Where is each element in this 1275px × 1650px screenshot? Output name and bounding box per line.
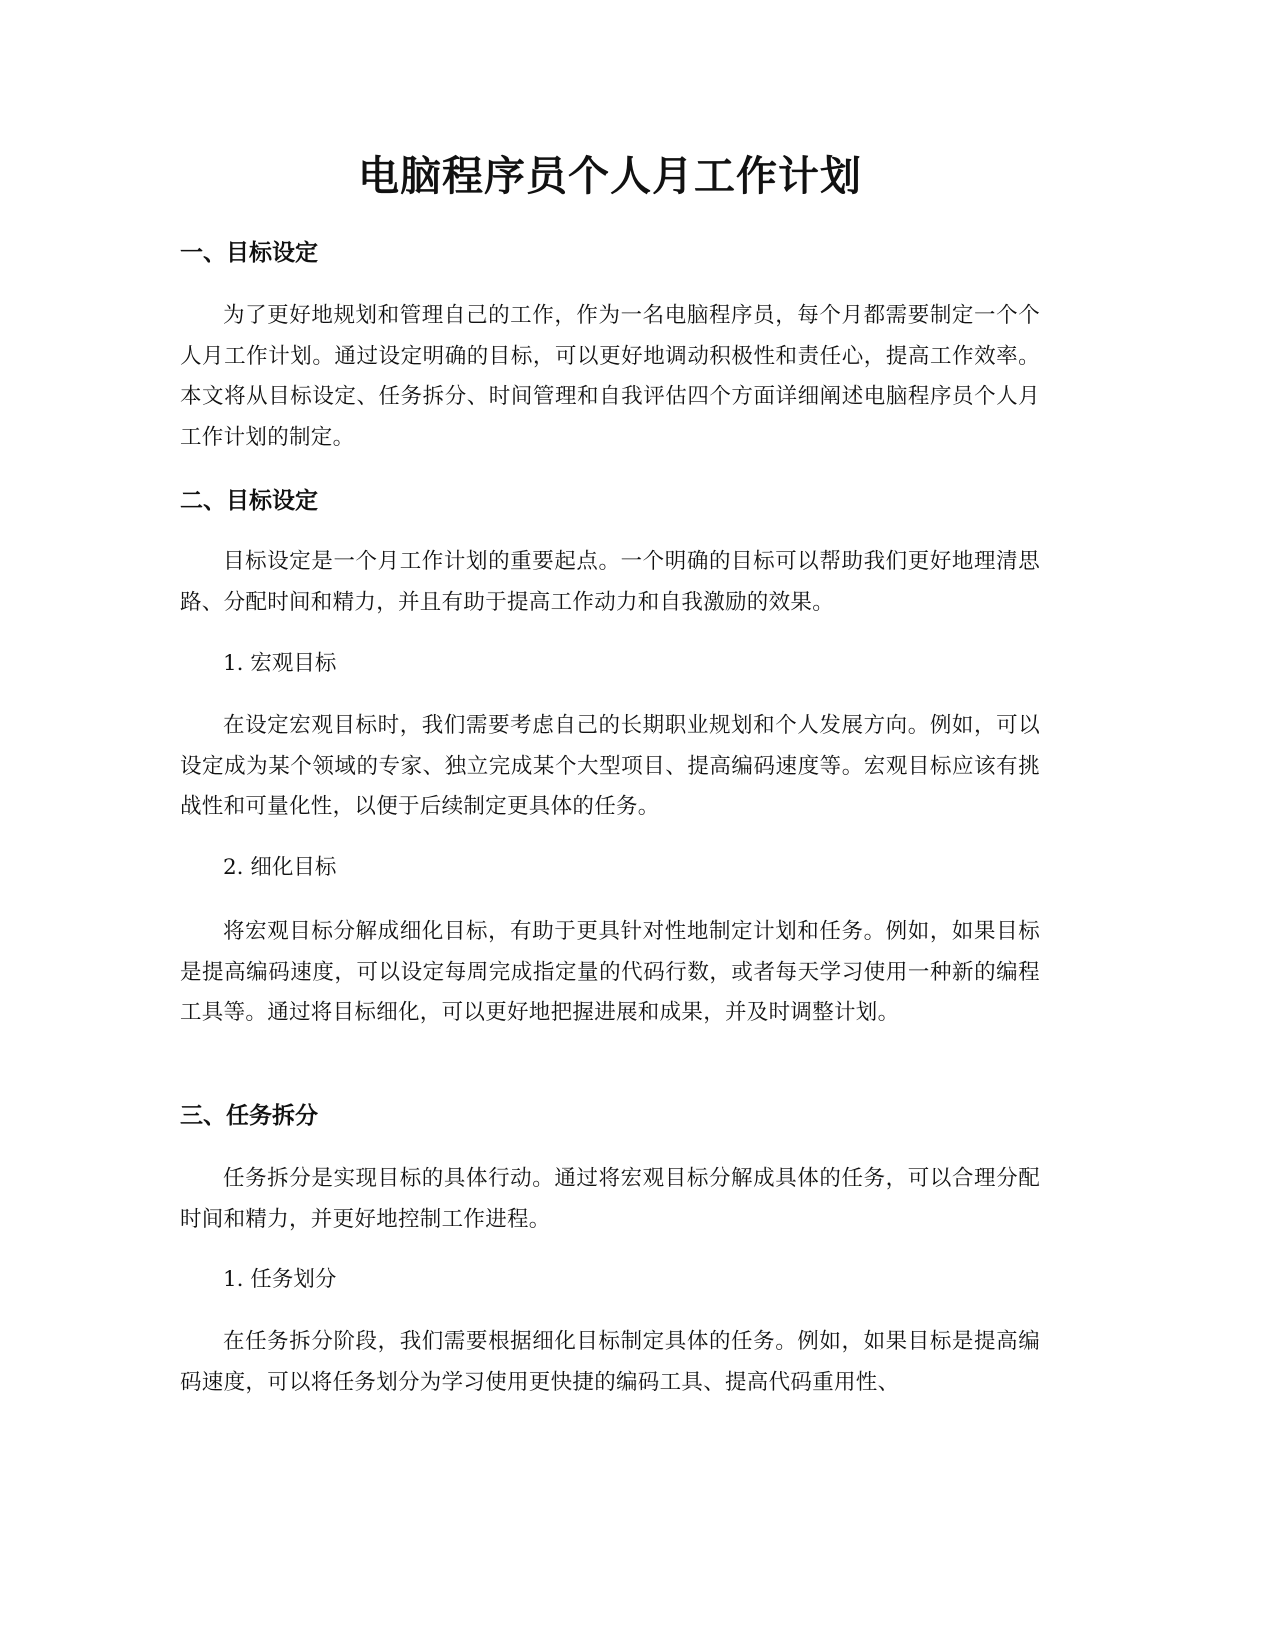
section-2-sub-1-heading: 1. 宏观目标 — [223, 651, 337, 676]
section-2-sub-1-paragraph: 在设定宏观目标时，我们需要考虑自己的长期职业规划和个人发展方向。例如，可以设定成为某个领域的专家、独立完成某个大型项目、提高编码速度等。宏观目标应该有挑战性和可量化性，以便于后续制定更具体的任务。 — [180, 713, 1040, 819]
section-3-paragraph: 任务拆分是实现目标的具体行动。通过将宏观目标分解成具体的任务，可以合理分配时间和精力，并更好地控制工作进程。 — [180, 1166, 1040, 1232]
section-3-sub-1-heading: 1. 任务划分 — [223, 1267, 337, 1292]
section-2-heading: 二、目标设定 — [180, 488, 318, 514]
section-2-sub-2-heading: 2. 细化目标 — [223, 855, 337, 880]
section-1-heading: 一、目标设定 — [180, 240, 318, 266]
section-3-heading: 三、任务拆分 — [180, 1103, 318, 1129]
section-1-paragraph: 为了更好地规划和管理自己的工作，作为一名电脑程序员，每个月都需要制定一个个人月工作计划。通过设定明确的目标，可以更好地调动积极性和责任心，提高工作效率。本文将从目标设定、任务拆分、时间管理和自我评估四个方面详细阐述电脑程序员个人月工作计划的制定。 — [180, 303, 1040, 450]
section-3-sub-1-paragraph: 在任务拆分阶段，我们需要根据细化目标制定具体的任务。例如，如果目标是提高编码速度，可以将任务划分为学习使用更快捷的编码工具、提高代码重用性、 — [180, 1329, 1040, 1395]
section-2-sub-2-paragraph: 将宏观目标分解成细化目标，有助于更具针对性地制定计划和任务。例如，如果目标是提高编码速度，可以设定每周完成指定量的代码行数，或者每天学习使用一种新的编程工具等。通过将目标细化，可以更好地把握进展和成果，并及时调整计划。 — [180, 919, 1040, 1025]
document-title: 电脑程序员个人月工作计划 — [358, 152, 862, 200]
section-2-paragraph: 目标设定是一个月工作计划的重要起点。一个明确的目标可以帮助我们更好地理清思路、分配时间和精力，并且有助于提高工作动力和自我激励的效果。 — [180, 549, 1040, 615]
